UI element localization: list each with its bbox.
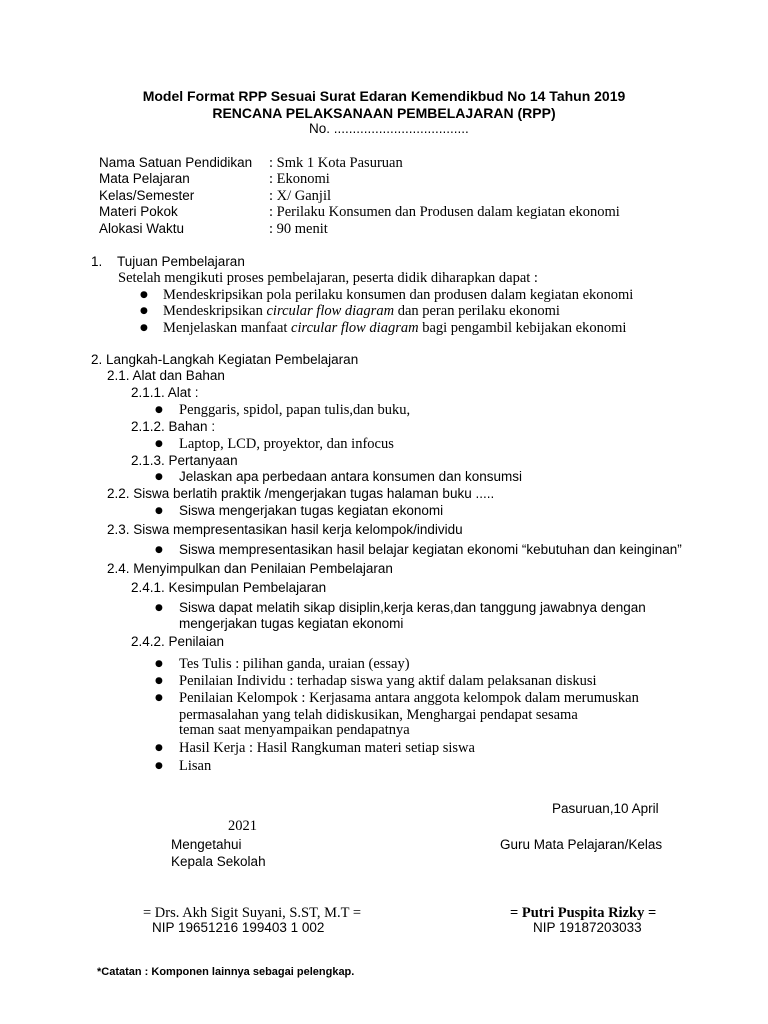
section-title: Tujuan Pembelajaran [117,254,245,269]
list-item: Laptop, LCD, proyektor, dan infocus [179,436,394,452]
bullet-icon [155,758,163,774]
identity-label: Materi Pokok [99,204,178,219]
bullet-icon [140,287,148,303]
list-item-continuation: mengerjakan tugas kegiatan ekonomi [179,616,404,631]
subsection-title: 2.1.3. Pertanyaan [131,453,238,468]
subsection-title: 2.1.1. Alat : [131,385,199,400]
subsection-title: 2.1. Alat dan Bahan [107,368,225,383]
bullet-icon [155,503,163,519]
identity-value: : Perilaku Konsumen dan Produsen dalam kegiatan ekonomi [269,204,620,220]
signature-left-nip: NIP 19651216 199403 1 002 [152,920,325,935]
list-item: Penggaris, spidol, papan tulis,dan buku, [179,402,411,418]
bullet-icon [140,303,148,319]
item-emphasis: circular flow diagram [266,303,395,319]
bullet-icon [155,542,163,558]
list-item: Penilaian Kelompok : Kerjasama antara anggota kelompok dalam merumuskan [179,690,639,706]
section-title: 2. Langkah-Langkah Kegiatan Pembelajaran [91,352,359,367]
document-number: No. .................................... [309,121,469,136]
bullet-icon [155,469,163,485]
identity-label: Alokasi Waktu [99,221,185,236]
list-item-continuation: teman saat menyampaikan pendapatnya [179,722,410,738]
bullet-icon [155,656,163,672]
signature-left-role: Mengetahui [171,837,242,852]
subsection-title: 2.3. Siswa mempresentasikan hasil kerja kelompok/individu [107,522,463,537]
list-item [163,320,626,336]
list-item: Siswa dapat melatih sikap disiplin,kerja keras,dan tanggung jawabnya dengan [179,600,646,615]
footnote: *Catatan : Komponen lainnya sebagai pelengkap. [97,966,355,978]
item-text: dan peran perilaku ekonomi [394,303,560,319]
list-item [163,303,560,319]
list-item: Mendeskripsikan pola perilaku konsumen dan produsen dalam kegiatan ekonomi [163,287,634,303]
signature-left-title: Kepala Sekolah [171,854,266,869]
signature-year: 2021 [228,818,257,834]
signature-left-name: = Drs. Akh Sigit Suyani, S.ST, M.T = [143,905,362,921]
list-item: Hasil Kerja : Hasil Rangkuman materi setiap siswa [179,740,475,756]
identity-value: : Ekonomi [269,171,330,187]
signature-right-nip: NIP 19187203033 [533,920,642,935]
subsection-title: 2.2. Siswa berlatih praktik /mengerjakan tugas halaman buku ..... [107,486,495,501]
identity-label: Mata Pelajaran [99,171,190,186]
list-item: Jelaskan apa perbedaan antara konsumen dan konsumsi [179,469,522,484]
document-subtitle: RENCANA PELAKSANAAN PEMBELAJARAN (RPP) [212,105,556,121]
bullet-icon [155,402,163,418]
bullet-icon [155,600,163,616]
document-title: Model Format RPP Sesuai Surat Edaran Kemendikbud No 14 Tahun 2019 [142,88,626,104]
bullet-icon [155,690,163,706]
item-text: Menjelaskan manfaat [163,320,292,336]
bullet-icon [155,436,163,452]
identity-label: Nama Satuan Pendidikan [99,155,253,170]
list-item: Tes Tulis : pilihan ganda, uraian (essay) [179,656,410,672]
subsection-title: 2.4.2. Penilaian [131,634,225,649]
signature-right-role: Guru Mata Pelajaran/Kelas [500,837,663,852]
bullet-icon [155,673,163,689]
subsection-title: 2.4.1. Kesimpulan Pembelajaran [131,580,327,595]
bullet-icon [140,320,148,336]
list-item-continuation: permasalahan yang telah didiskusikan, Menghargai pendapat sesama [179,707,578,723]
subsection-title: 2.4. Menyimpulkan dan Penilaian Pembelajaran [107,561,393,576]
identity-label: Kelas/Semester [99,188,195,203]
list-item: Penilaian Individu : terhadap siswa yang aktif dalam pelaksanan diskusi [179,673,597,689]
list-item: Siswa mempresentasikan hasil belajar kegiatan ekonomi “kebutuhan dan keinginan” [179,542,682,557]
identity-value: : 90 menit [269,221,328,237]
identity-value: : Smk 1 Kota Pasuruan [269,155,403,171]
section-number: 1. [91,254,103,269]
item-text: bagi pengambil kebijakan ekonomi [418,320,627,336]
subsection-title: 2.1.2. Bahan : [131,419,216,434]
list-item: Siswa mengerjakan tugas kegiatan ekonomi [179,503,444,518]
place-date: Pasuruan,10 April [552,801,659,816]
section-intro: Setelah mengikuti proses pembelajaran, peserta didik diharapkan dapat : [118,270,538,286]
item-emphasis: circular flow diagram [291,320,419,336]
list-item: Lisan [179,758,212,774]
item-text: Mendeskripsikan [163,303,267,319]
signature-right-name: = Putri Puspita Rizky = [510,905,657,921]
identity-value: : X/ Ganjil [269,188,332,204]
bullet-icon [155,740,163,756]
